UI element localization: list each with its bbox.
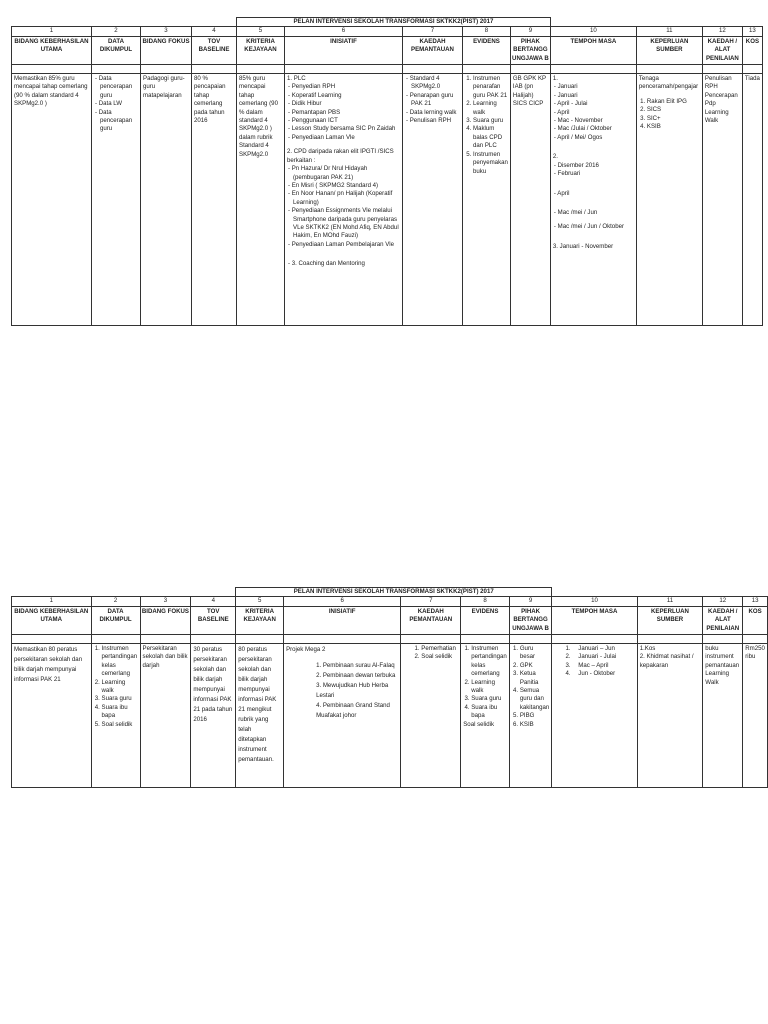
cell-keperluan — [636, 74, 702, 326]
list-item: Soal selidik — [463, 720, 495, 728]
header-tempoh: TEMPOH MASA — [552, 606, 637, 634]
header-alat: KAEDAH / ALAT PENILAIAN — [702, 36, 742, 64]
cell-pihak: GB GPK KP IAB (pn Halijah) SICS CICP — [510, 74, 550, 326]
list-item: 3. Suara guru — [102, 695, 138, 703]
cell-data — [91, 644, 140, 788]
list-item: 1. Instrumen penarafan guru PAK 21 — [473, 75, 508, 100]
col-number: 11 — [636, 27, 702, 36]
cell-tempoh — [550, 74, 636, 326]
list-item: - April - Julai — [559, 100, 634, 108]
list-item: 4. Suara ibu bapa — [102, 704, 138, 721]
list-item: - Mac /mei / Jun — [559, 209, 634, 217]
header-kaedah: KAEDAH PEMANTAUAN — [403, 36, 463, 64]
list-item: 1.Kos — [639, 645, 656, 653]
list-item: 2. Learning walk — [102, 679, 138, 696]
list-item: 2. Learning walk — [473, 100, 508, 117]
list-item: 1. Pembinaan surau Al-Falaq — [316, 662, 395, 670]
list-item: 5. Instrumen penyemakan buku — [473, 151, 508, 176]
col-number: 3 — [140, 597, 191, 606]
list-item: - Penarapan guru PAK 21 — [411, 92, 460, 109]
list-item: 1. Pemerhatian — [421, 645, 458, 653]
cell-kriteria: 80 peratus persekitaran sekolah dan bilik darjah mempunyai informasi PAK 21 mengikut rubrik yang telah ditetapkan instrument pemantauan. — [236, 644, 284, 788]
list-item: - Data lerning walk — [411, 109, 460, 117]
header-inisiatif: INISIATIF — [284, 606, 401, 634]
list-item: 3. SIC+ — [647, 115, 700, 123]
list-item: - Disember 2016 — [559, 162, 634, 170]
cell-evidens — [461, 644, 510, 788]
list-item: - Pn Hazura/ Dr Nrul Hidayah (pembugaran PAK 21) — [293, 165, 400, 182]
header-kos: KOS — [743, 606, 768, 634]
col-number: 5 — [237, 27, 285, 36]
header-alat: KAEDAH / ALAT PENILAIAN — [703, 606, 743, 634]
list-item: 2. Soal selidik — [421, 653, 458, 661]
list-item: - Pemantapan PBS — [293, 109, 400, 117]
list-item: 3. Suara guru — [471, 695, 507, 703]
header-tov: TOV BASELINE — [191, 606, 236, 634]
list-item: 2. SICS — [647, 106, 700, 114]
list-item: - April — [559, 109, 634, 117]
list-item: - Penulisan RPH — [411, 117, 460, 125]
cell-fokus: Persekitaran sekolah dan bilik darjah — [140, 644, 191, 788]
col-number: 7 — [403, 27, 463, 36]
list-item: 1. Rakan Elit IPG — [647, 98, 700, 106]
list-item: 1. Instrumen pertandingan kelas cemerlang — [471, 645, 507, 679]
col-number: 8 — [463, 27, 511, 36]
intervention-table-2 — [11, 587, 768, 788]
list-item: - Penggunaan ICT — [293, 117, 400, 125]
list-item: 2. Khidmat nasihat / kepakaran — [639, 653, 694, 669]
col-number: 10 — [552, 597, 637, 606]
cell-fokus: Padagogi guru- guru matapelajaran — [141, 74, 192, 326]
list-item: 3. Suara guru — [473, 117, 508, 125]
list-item: - April / Mei/ Ogos — [559, 134, 634, 142]
list-item: - Data LW — [100, 100, 138, 108]
list-item: - Data pencerapan guru — [100, 75, 138, 100]
list-item: 4. Maklum balas CPD dan PLC — [473, 125, 508, 150]
header-evidens: EVIDENS — [461, 606, 510, 634]
list-item: - En Noor Hanan/ pn Halijah (Koperatif Learning) — [293, 190, 400, 207]
list-item: 2. Learning walk — [471, 679, 507, 696]
keperluan-heading: Tenaga penceramah/pengajar — [638, 75, 699, 91]
header-pihak: PIHAK BERTANGG UNGJAWA B — [509, 606, 551, 634]
cell-bidang: Memastikan 85% guru mencapai tahap cemerlang (90 % dalam standard 4 SKPMg2.0 ) — [12, 74, 92, 326]
list-item: 2. GPK — [520, 662, 549, 670]
cell-kos: Tiada — [742, 74, 762, 326]
cell-bidang: Memastikan 80 peratus persekitaran sekolah dan bilik darjah mempunyai informasi PAK 21 — [12, 644, 92, 788]
header-kriteria: KRITERIA KEJAYAAN — [236, 606, 284, 634]
col-number: 1 — [12, 27, 92, 36]
col-number: 4 — [192, 27, 237, 36]
col-number: 6 — [285, 27, 403, 36]
list-item: - Penyediaan Laman Pembelajaran Vle — [293, 241, 400, 249]
tempoh-item: 3. Januari - November — [552, 242, 614, 250]
col-number: 2 — [91, 597, 140, 606]
header-fokus: BIDANG FOKUS — [140, 606, 191, 634]
cell-tov: 30 peratus persekitaran sekolah dan bilik darjah mempunyai informasi PAK 21 pada tahun 2016 — [191, 644, 236, 788]
cell-pihak — [509, 644, 551, 788]
intervention-table-1 — [11, 17, 763, 326]
header-kriteria: KRITERIA KEJAYAAN — [237, 36, 285, 64]
cell-tempoh — [552, 644, 637, 788]
list-item: - Didik Hibur — [293, 100, 400, 108]
cell-evidens — [463, 74, 511, 326]
list-item: - Mac - November — [559, 117, 634, 125]
list-item: 1. Guru besar — [520, 645, 549, 662]
col-number: 5 — [236, 597, 284, 606]
table-title: PELAN INTERVENSI SEKOLAH TRANSFORMASI SKTKK2(PIST) 2017 — [237, 18, 551, 27]
cell-alat: buku instrument pemantauan Learning Walk — [703, 644, 743, 788]
list-item: - Mac /Julai / Oktober — [559, 125, 634, 133]
list-item: - Januari — [559, 83, 634, 91]
header-fokus: BIDANG FOKUS — [141, 36, 192, 64]
list-item: 3. Ketua Panitia — [520, 670, 549, 687]
cell-kaedah — [403, 74, 463, 326]
header-kos: KOS — [742, 36, 762, 64]
header-tempoh: TEMPOH MASA — [550, 36, 636, 64]
list-item: - Mac /mei / Jun / Oktober — [559, 223, 634, 231]
tempoh-heading: 1. — [552, 75, 558, 83]
cell-tov: 80 % pencapaian tahap cemerlang pada tahun 2016 — [192, 74, 237, 326]
list-item: - Januari — [559, 92, 634, 100]
col-number: 11 — [637, 597, 703, 606]
header-bidang: BIDANG KEBERHASILAN UTAMA — [12, 36, 92, 64]
col-number: 10 — [550, 27, 636, 36]
list-item: 4. Pembinaan Grand Stand Muafakat johor — [316, 702, 390, 720]
col-number: 6 — [284, 597, 401, 606]
header-keperluan: KEPERLUAN SUMBER — [636, 36, 702, 64]
list-item: - Lesson Study bersama SIC Pn Zaidah — [293, 125, 400, 133]
list-item: 4. KSIB — [647, 123, 700, 131]
list-item: 5. Soal selidik — [102, 721, 138, 729]
header-kaedah: KAEDAH PEMANTAUAN — [401, 606, 461, 634]
list-item: 5. PIBG — [520, 712, 549, 720]
col-number: 9 — [509, 597, 551, 606]
list-item: 3. Mac – April — [572, 662, 634, 670]
header-data: DATA DIKUMPUL — [91, 606, 140, 634]
list-item: 1. Instrumen pertandingan kelas cemerlang — [102, 645, 138, 679]
col-number: 3 — [141, 27, 192, 36]
list-item: 6. KSIB — [520, 721, 549, 729]
col-number: 12 — [702, 27, 742, 36]
cell-inisiatif — [284, 644, 401, 788]
header-evidens: EVIDENS — [463, 36, 511, 64]
list-item: - Penyedian RPH — [293, 83, 400, 91]
col-number: 2 — [92, 27, 141, 36]
list-item: 4. Jun - Oktober — [572, 670, 634, 678]
header-keperluan: KEPERLUAN SUMBER — [637, 606, 703, 634]
col-number: 8 — [461, 597, 510, 606]
list-item: - Standard 4 SKPMg2.0 — [411, 75, 460, 92]
cell-alat: Penulisan RPH Pencerapan Pdp Learning Walk — [702, 74, 742, 326]
cell-keperluan — [637, 644, 703, 788]
list-item: - En Misri ( SKPMG2 Standard 4) — [293, 182, 400, 190]
inisiatif-heading: 1. PLC — [287, 75, 306, 83]
inisiatif-heading: 2. CPD daripada rakan elit IPGTI /SICS berkaitan : — [287, 148, 394, 164]
list-item: - Data pencerapan guru — [100, 109, 138, 134]
list-item: - April — [559, 190, 634, 198]
col-number: 1 — [12, 597, 92, 606]
tempoh-heading: 2. — [552, 153, 558, 161]
table-title: PELAN INTERVENSI SEKOLAH TRANSFORMASI SKTKK2(PIST) 2017 — [236, 588, 552, 597]
cell-kaedah — [401, 644, 461, 788]
col-number: 12 — [703, 597, 743, 606]
col-number: 4 — [191, 597, 236, 606]
col-number: 9 — [510, 27, 550, 36]
col-number: 13 — [743, 597, 768, 606]
list-item: 3. Mewujudkan Hub Herba Lestari — [316, 682, 389, 700]
list-item: 4. Semua guru dan kakitangan — [520, 687, 549, 712]
col-number: 7 — [401, 597, 461, 606]
col-number: 13 — [742, 27, 762, 36]
header-inisiatif: INISIATIF — [285, 36, 403, 64]
list-item: 2. Januari - Julai — [572, 653, 634, 661]
list-item: 4. Suara ibu bapa — [471, 704, 507, 721]
list-item: - Februari — [559, 170, 634, 178]
header-pihak: PIHAK BERTANGG UNGJAWA B — [510, 36, 550, 64]
cell-kriteria: 85% guru mencapai tahap cemerlang (90 % dalam standard 4 SKPMg2.0 ) dalam rubrik Standard 4 SKPMg2.0 — [237, 74, 285, 326]
header-data: DATA DIKUMPUL — [92, 36, 141, 64]
list-item: - Penyediaan Laman Vle — [293, 134, 400, 142]
header-tov: TOV BASELINE — [192, 36, 237, 64]
list-item: 1. Januari – Jun — [572, 645, 634, 653]
cell-inisiatif — [285, 74, 403, 326]
list-item: - Penyediaan Essignments Vle melalui Smartphone daripada guru penyelaras VLe SKTKK2 (EN Mohd Afiq, EN Abdul Hakim, En MOhd Fauzi) — [293, 207, 400, 241]
header-bidang: BIDANG KEBERHASILAN UTAMA — [12, 606, 92, 634]
cell-kos: Rm250 ribu — [743, 644, 768, 788]
cell-data — [92, 74, 141, 326]
list-item: - Koperatif Learning — [293, 92, 400, 100]
inisiatif-heading: Projek Mega 2 — [286, 646, 326, 654]
list-item: - 3. Coaching dan Mentoring — [293, 260, 400, 268]
list-item: 2. Pembinaan dewan terbuka — [316, 672, 396, 680]
